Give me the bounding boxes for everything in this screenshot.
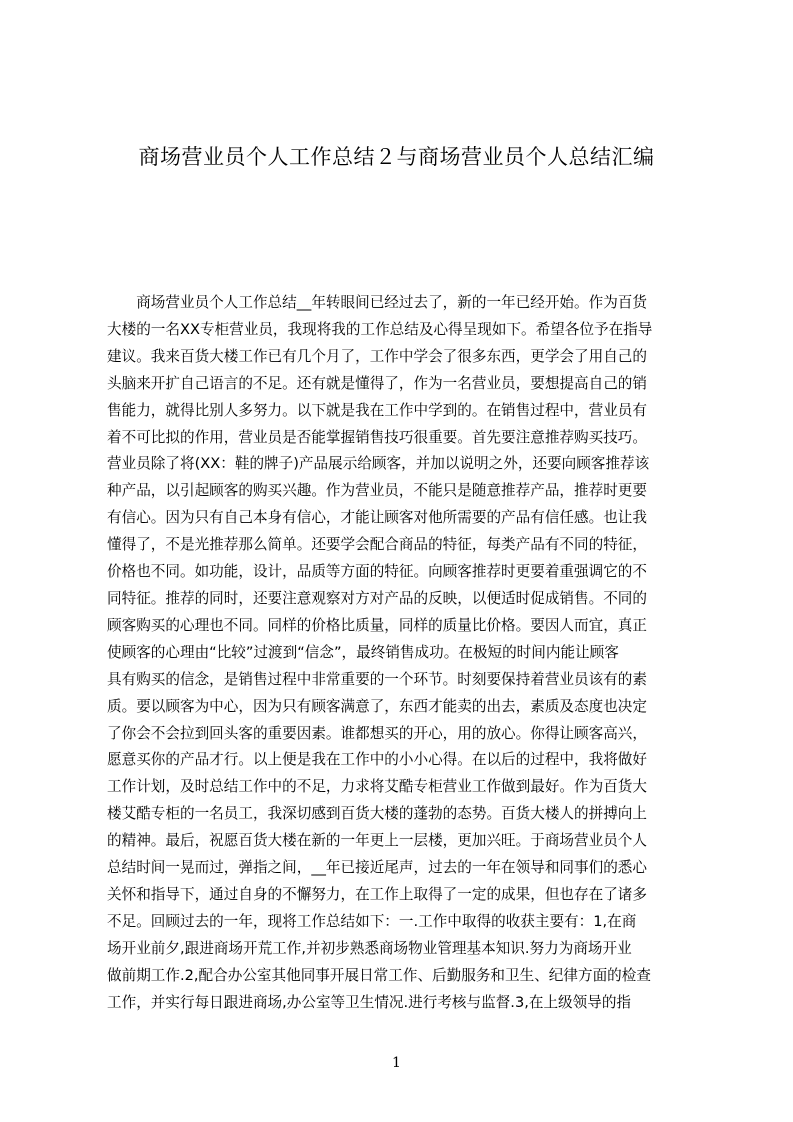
page-number: 1 <box>392 1055 401 1071</box>
body-line: 场开业前夕,跟进商场开荒工作,并初步熟悉商场物业管理基本知识.努力为商场开业 <box>107 939 632 957</box>
body-line: 着不可比拟的作用，营业员是否能掌握销售技巧很重要。首先要注意推荐购买技巧。 <box>107 428 647 446</box>
body-line: 总结时间一晃而过，弹指之间，__年已接近尾声，过去的一年在领导和同事们的悉心 <box>107 859 647 877</box>
body-line: 商场营业员个人工作总结__年转眼间已经过去了，新的一年已经开始。作为百货 <box>107 294 647 311</box>
body-line: 同特征。推荐的同时，还要注意观察对方对产品的反映，以便适时促成销售。不同的 <box>107 589 647 607</box>
body-line: 售能力，就得比别人多努力。以下就是我在工作中学到的。在销售过程中，营业员有 <box>107 401 647 419</box>
body-line: 工作，并实行每日跟进商场,办公室等卫生情况.进行考核与监督.3,在上级领导的指 <box>107 993 632 1011</box>
body-line: 具有购买的信念，是销售过程中非常重要的一个环节。时刻要保持着营业员该有的素 <box>107 670 647 688</box>
body-line: 做前期工作.2,配合办公室其他同事开展日常工作、后勤服务和卫生、纪律方面的检查 <box>107 966 651 984</box>
document-body <box>107 290 697 1016</box>
body-line: 头脑来开扩自己语言的不足。还有就是懂得了，作为一名营业员，要想提高自己的销 <box>107 374 647 392</box>
body-line: 使顾客的心理由“比较”过渡到“信念”，最终销售成功。在极短的时间内能让顾客 <box>107 643 619 661</box>
body-line: 建议。我来百货大楼工作已有几个月了，工作中学会了很多东西，更学会了用自己的 <box>107 347 647 365</box>
body-line: 种产品，以引起顾客的购买兴趣。作为营业员，不能只是随意推荐产品，推荐时更要 <box>107 482 647 500</box>
body-line: 不足。回顾过去的一年，现将工作总结如下：一.工作中取得的收获主要有：1,在商 <box>107 912 637 930</box>
document-title: 商场营业员个人工作总结２与商场营业员个人总结汇编 <box>138 145 655 169</box>
body-line: 价格也不同。如功能，设计，品质等方面的特征。向顾客推荐时更要着重强调它的不 <box>107 563 647 581</box>
body-line: 工作计划，及时总结工作中的不足，力求将艾酷专柜营业工作做到最好。作为百货大 <box>107 778 647 796</box>
body-line: 楼艾酷专柜的一名员工，我深切感到百货大楼的蓬勃的态势。百货大楼人的拼搏向上 <box>107 805 647 823</box>
body-line: 有信心。因为只有自己本身有信心，才能让顾客对他所需要的产品有信任感。也让我 <box>107 509 647 527</box>
body-line: 大楼的一名XX专柜营业员，我现将我的工作总结及心得呈现如下。希望各位予在指导 <box>107 320 653 338</box>
body-line: 关怀和指导下，通过自身的不懈努力，在工作上取得了一定的成果，但也存在了诸多 <box>107 885 647 903</box>
body-line: 愿意买你的产品才行。以上便是我在工作中的小小心得。在以后的过程中，我将做好 <box>107 751 647 769</box>
body-line: 的精神。最后，祝愿百货大楼在新的一年更上一层楼，更加兴旺。于商场营业员个人 <box>107 832 647 850</box>
body-line: 质。要以顾客为中心，因为只有顾客满意了，东西才能卖的出去，素质及态度也决定 <box>107 697 647 715</box>
body-line: 顾客购买的心理也不同。同样的价格比质量，同样的质量比价格。要因人而宜，真正 <box>107 616 647 634</box>
body-line: 了你会不会拉到回头客的重要因素。谁都想买的开心，用的放心。你得让顾客高兴， <box>107 724 647 742</box>
body-line: 懂得了，不是光推荐那么简单。还要学会配合商品的特征，每类产品有不同的特征， <box>107 536 647 554</box>
body-line: 营业员除了将(XX：鞋的牌子)产品展示给顾客，并加以说明之外，还要向顾客推荐该 <box>107 455 650 473</box>
